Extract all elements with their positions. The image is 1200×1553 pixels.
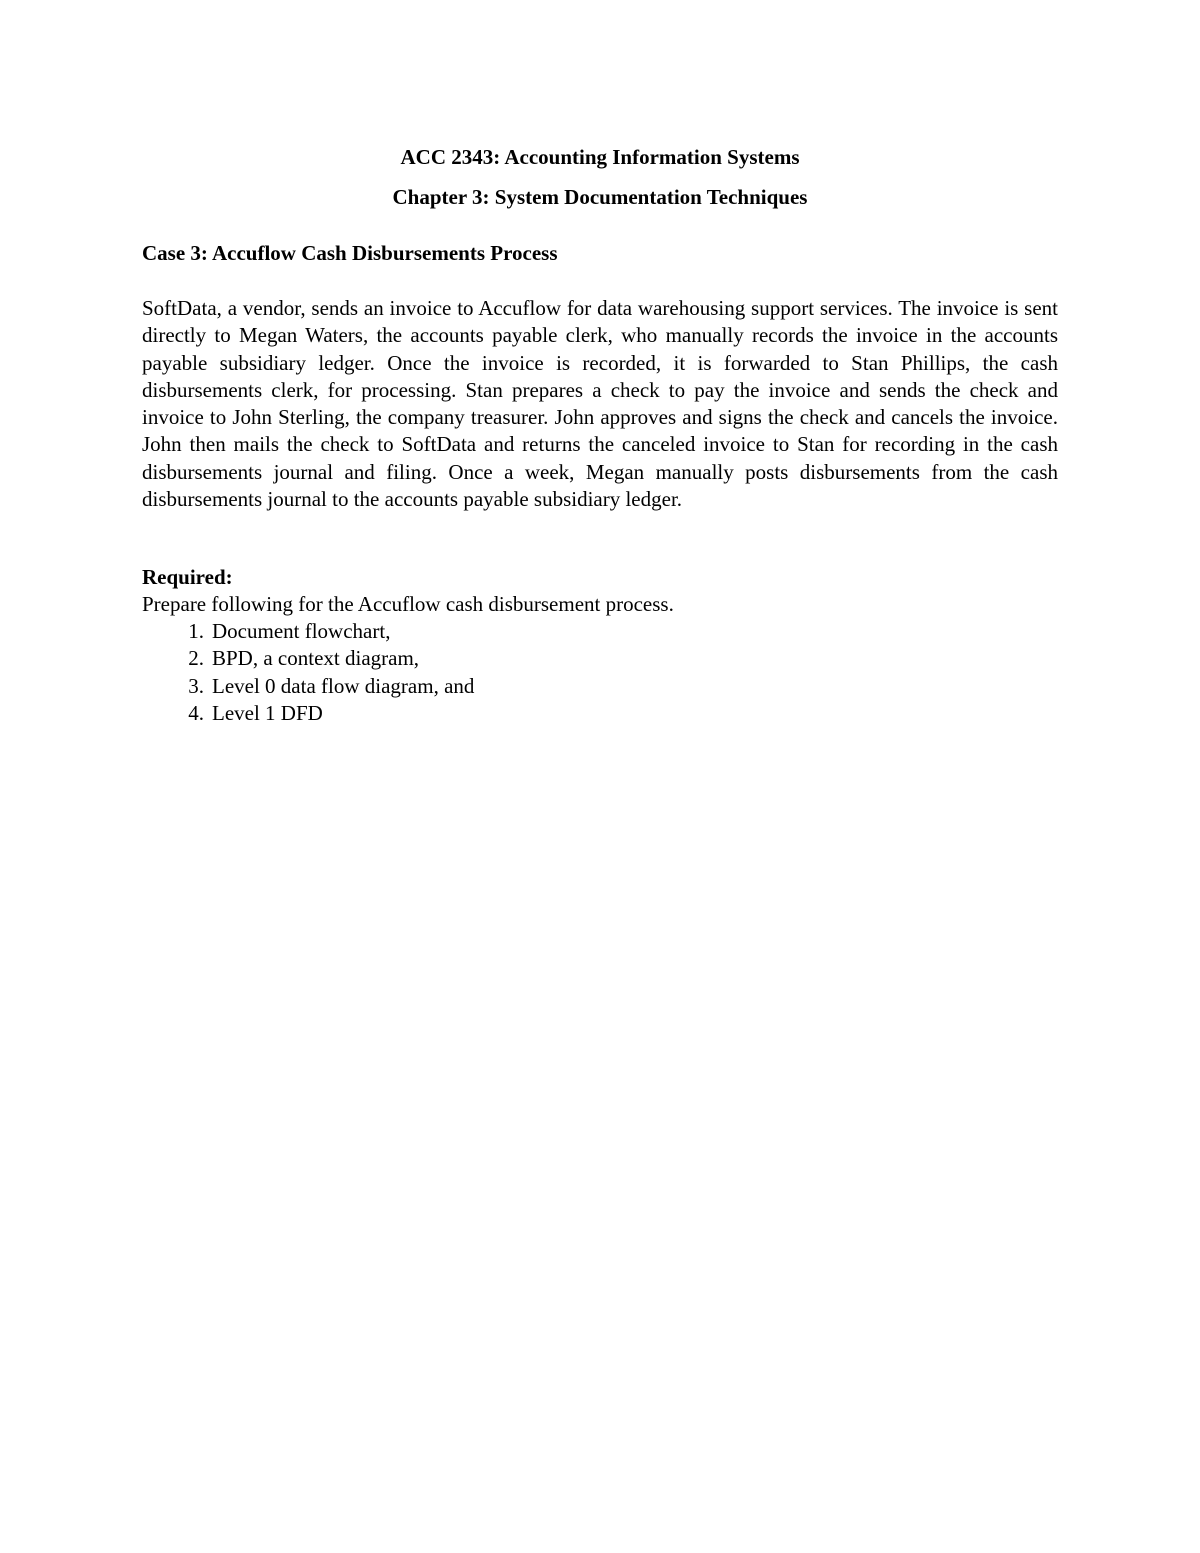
case-title: Case 3: Accuflow Cash Disbursements Process [142,241,558,265]
list-item-number: 2. [188,646,204,671]
list-item [142,673,474,700]
deliverables-list [142,618,474,727]
list-item-number: 1. [188,619,204,643]
list-item-text: BPD, a context diagram, [212,646,420,671]
required-heading: Required: [142,565,233,589]
list-item [142,700,474,727]
list-item-number: 3. [188,673,204,698]
list-item-text: Level 1 DFD [212,700,323,725]
list-item-text: Level 0 data flow diagram, and [212,673,475,698]
case-description: SoftData, a vendor, sends an invoice to Accuflow for data warehousing support services. The invoice is sent directly to Megan Waters, the accounts payable clerk, who manually records the invoice in the accounts payable subsidiary ledger. Once the invoice is recorded, it is forwarded to Stan Phillips, the cash disbursements clerk, for processing. Stan prepares a check to pay the invoice and sends the check and invoice to John Sterling, the company treasurer. John approves and signs the check and cancels the invoice. John then mails the check to SoftData and returns the canceled invoice to Stan for recording in the cash disbursements journal and filing. Once a week, Megan manually posts disbursements from the cash disbursements journal to the accounts payable subsidiary ledger. [142,296,1058,512]
required-intro: Prepare following for the Accuflow cash disbursement process. [142,592,674,616]
course-title: ACC 2343: Accounting Information Systems [400,145,800,169]
list-item-text: Document flowchart, [212,619,391,643]
list-item [142,618,474,645]
list-item-number: 4. [188,700,204,725]
chapter-title: Chapter 3: System Documentation Techniques [392,185,808,209]
list-item [142,645,474,672]
